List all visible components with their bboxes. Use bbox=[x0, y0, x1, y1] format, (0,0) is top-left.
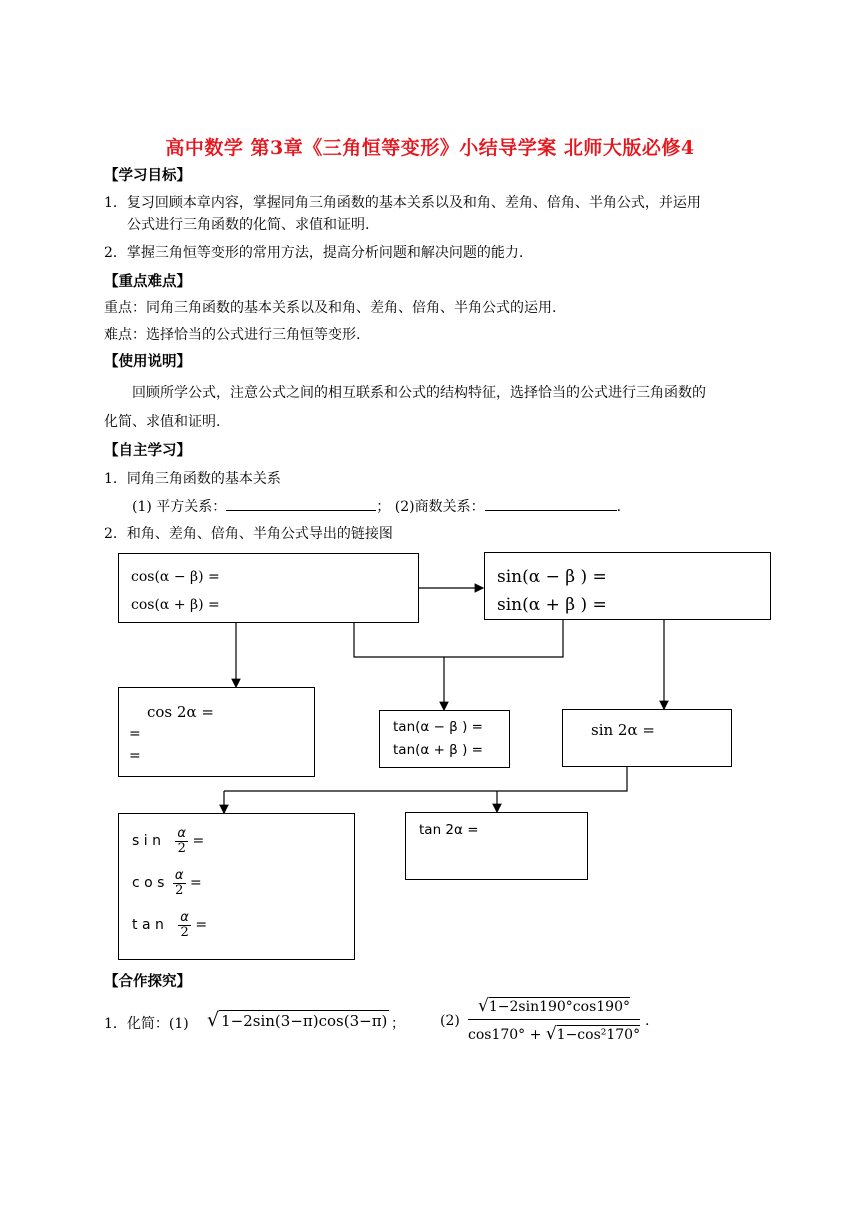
square-relation-end: ； bbox=[376, 499, 391, 515]
cooperate-heading: 【合作探究】 bbox=[104, 973, 191, 990]
self-study-item1: 1．同角三角函数的基本关系 bbox=[104, 471, 281, 487]
sin-half-row bbox=[132, 827, 204, 855]
cos-diff-formula: cos(α − β) = bbox=[131, 569, 220, 585]
sqrt-sign: √ bbox=[207, 1009, 220, 1031]
objectives-heading: 【学习目标】 bbox=[104, 167, 191, 184]
sqrt-sign: √ bbox=[478, 996, 489, 1016]
page-title: 高中数学 第3章《三角恒等变形》小结导学案 北师大版必修4 bbox=[165, 137, 695, 159]
usage-heading: 【使用说明】 bbox=[104, 353, 191, 370]
semicolon: ； bbox=[391, 1016, 405, 1032]
sin-sum-formula: sin(α + β ) = bbox=[497, 595, 607, 615]
box-cos-sum-diff bbox=[118, 553, 419, 623]
usage-line1: 回顾所学公式，注意公式之间的相互联系和公式的结构特征，选择恰当的公式进行三角函数的 bbox=[132, 385, 706, 401]
tan-half-row bbox=[132, 911, 207, 939]
sin-fn: s i n bbox=[132, 833, 161, 850]
eq-sign: = bbox=[192, 833, 205, 850]
sqrt-sign: √ bbox=[545, 1024, 557, 1044]
alpha-num: α bbox=[174, 868, 184, 883]
sin-diff-formula: sin(α − β ) = bbox=[497, 567, 607, 587]
box-tan-double bbox=[405, 812, 588, 880]
alpha-num: α bbox=[177, 826, 186, 841]
box-sin-sum-diff bbox=[484, 552, 771, 620]
square-relation-label: (1) 平方关系： bbox=[132, 499, 227, 515]
fraction-denominator bbox=[468, 1020, 640, 1044]
cos-fn: c o s bbox=[132, 875, 165, 892]
part2-prefix: (2) bbox=[440, 1013, 460, 1029]
cos-half-row bbox=[132, 869, 202, 897]
sin-double-formula: sin 2α = bbox=[591, 721, 655, 739]
denominator-left: cos170° + bbox=[468, 1027, 542, 1043]
period: . bbox=[645, 1013, 650, 1029]
tan-fn: t a n bbox=[132, 917, 164, 934]
cos-double-formula: cos 2α = bbox=[147, 703, 214, 721]
eq-sign: = bbox=[195, 917, 208, 934]
self-study-heading: 【自主学习】 bbox=[104, 442, 191, 459]
two-den: 2 bbox=[177, 840, 186, 856]
objective-1-line1: 1．复习回顾本章内容，掌握同角三角函数的基本关系以及和角、差角、倍角、半角公式，并运用 bbox=[104, 195, 701, 211]
box-cos-double bbox=[118, 687, 315, 777]
tan-double-formula: tan 2α = bbox=[419, 822, 479, 838]
key-points-heading: 【重点难点】 bbox=[104, 273, 191, 290]
difficulty-point: 难点：选择恰当的公式进行三角恒等变形. bbox=[104, 327, 361, 343]
key-point: 重点：同角三角函数的基本关系以及和角、差角、倍角、半角公式的运用. bbox=[104, 300, 557, 316]
radical-expr-1 bbox=[207, 1009, 389, 1031]
simplify-prefix: 1．化简：(1) bbox=[104, 1016, 189, 1032]
cos-double-eq2: = bbox=[129, 726, 141, 742]
radicand-1: 1−2sin(3−π)cos(3−π) bbox=[221, 1012, 388, 1030]
two-den: 2 bbox=[175, 882, 184, 898]
two-den: 2 bbox=[180, 924, 189, 940]
cos-double-eq3: = bbox=[129, 748, 141, 764]
numerator-radicand: 1−2sin190°cos190° bbox=[488, 999, 630, 1015]
fraction-expr-2 bbox=[468, 996, 640, 1044]
objective-2: 2．掌握三角恒等变形的常用方法，提高分析问题和解决问题的能力. bbox=[104, 245, 524, 261]
alpha-num: α bbox=[180, 910, 189, 925]
objective-1-line2: 公式进行三角函数的化简、求值和证明. bbox=[127, 217, 370, 233]
denominator-radicand: 1−cos²170° bbox=[556, 1027, 641, 1043]
tan-diff-formula: tan(α − β ) = bbox=[393, 719, 483, 735]
quotient-relation-label: (2)商数关系： bbox=[394, 499, 485, 515]
eq-sign: = bbox=[189, 875, 202, 892]
box-half-angle bbox=[118, 813, 355, 960]
fraction-numerator bbox=[468, 996, 640, 1020]
box-tan-sum-diff bbox=[379, 710, 510, 768]
quotient-relation-end: . bbox=[616, 499, 622, 515]
self-study-item2: 2．和角、差角、倍角、半角公式导出的链接图 bbox=[104, 526, 393, 542]
usage-line2: 化简、求值和证明. bbox=[104, 414, 221, 430]
box-sin-double bbox=[562, 709, 732, 767]
tan-sum-formula: tan(α + β ) = bbox=[393, 742, 483, 758]
cos-sum-formula: cos(α + β) = bbox=[131, 597, 220, 613]
